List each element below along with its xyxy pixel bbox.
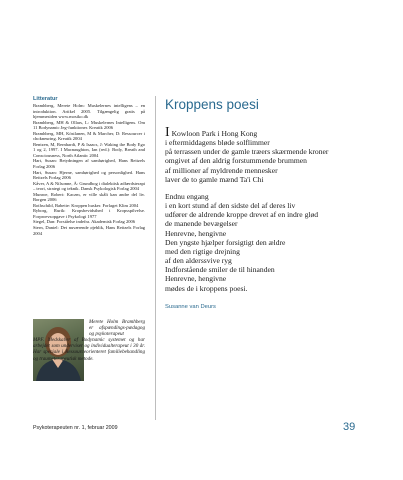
poem-line: laver de to gamle mænd Ta'i Chi	[165, 174, 264, 184]
poem-line: I Kowloon Park i Hong Kong	[165, 125, 258, 140]
bio-text: MPF. Medskaber af Bodynamic systemet og har arbejdet som underviser og individualterapeut i 30 år. Har speciale i Ressourceorienteret familiebehandling og traumeterapeutisk metode.	[33, 337, 145, 362]
poem-body	[165, 125, 375, 293]
literature-entry: Rothschild, Babette: Kroppen husker. Forlaget Klim 2004	[33, 202, 139, 208]
poem-line: Endnu engang	[165, 191, 209, 201]
poem-line: Henrevne, hengivne	[165, 228, 227, 238]
literature-heading: Litteratur	[33, 96, 58, 102]
literature-entry: Bramhberg, MH, Köstlanen, M & Marcher, D: Ressourcer i chokneuring. Kreatik 2004	[33, 130, 145, 142]
literature-entry: Hart, Susan: Hjerne, samhørighed og personlighed. Hans Reitzels Forlag 2006	[33, 169, 145, 181]
literature-entry: Bramhberg, Merete Holm: Muskelernes intelligens – en introduktion. Artikel 2005. Tilgængelig gratis på hjemmesiden www.mosiko.dk	[33, 103, 145, 120]
poem-line: udfører de aldrende kroppe drevet af en indre glød	[165, 210, 319, 220]
poem-line: i en kort stund af den sidste del af deres liv	[165, 201, 296, 211]
column-divider	[155, 96, 156, 420]
poem-line: mødes de i kroppens poesi.	[165, 283, 248, 293]
literature-entry: Ryborg, Rurik: Kropsbevidsthed i Kropsspilvelse. Forproevsopgave i Psykologi 1977	[33, 208, 145, 219]
literature-entry: Hart, Susan: Betydningen af samhørighed, Hans Reitzels Forlag 2006	[33, 158, 145, 170]
poem-title: Kroppens poesi	[165, 97, 259, 112]
author-bio	[33, 319, 145, 362]
poem-line: Indforstående smiler de til hinanden	[165, 265, 275, 275]
poem-stanza-2	[165, 192, 375, 293]
poem-author: Susanne van Deurs	[165, 303, 216, 310]
poem-column	[165, 96, 375, 310]
poem-line: på terrassen under de gamle træers skærmende kroner	[165, 147, 329, 157]
poem-line: omgivet af den aldrig forstummende brummen	[165, 156, 307, 166]
literature-list	[33, 103, 145, 236]
literature-entry: Siegel, Dan: Forståelse indefra. Akademisk Forlag 2006	[33, 219, 136, 225]
literature-column	[33, 96, 145, 236]
poem-line: Henrevne, hengivne	[165, 274, 227, 284]
literature-entry: Bramhberg, MH & Ollars, L: Muskelernes Intelligens. Om 11 Bodynamic Jeg-funktioner. Kreatik 2006	[33, 119, 145, 131]
page-number: 39	[343, 421, 356, 433]
bio-intro: Merete Holm Bramhberg er afspændings-pædagog og psykoterapeut	[89, 319, 145, 338]
poem-line: Den yngste hjælper forsigtigt den ældre	[165, 237, 286, 247]
literature-entry: Bentzen, M, Bernhardt, P & Isaacs, J: Waking the Body Ego 1 og 2, 1997. I Macnaughton, Ian (red.): Body, Breath and Consciousness, North Atlantic 2004	[33, 141, 145, 158]
poem-line: af millioner af myldrende mennesker	[165, 165, 278, 175]
poem-line: med den rigtige drejning	[165, 246, 240, 256]
literature-entry: Munroe, Robert: Kaczm, er ville skålt kan andre del liv. Borgen 2006	[33, 191, 145, 203]
poem-line: de manende bevægelser	[165, 219, 238, 229]
poem-line: i eftermiddagens bløde solflimmer	[165, 138, 270, 148]
publication-footer: Psykoterapeuten nr. 1, februar 2009	[33, 425, 118, 431]
poem-stanza-1	[165, 125, 375, 184]
poem-line: af den alderssvive ryg	[165, 256, 232, 266]
literature-entry: Kåver, A & Nilsonne, Å: Grundbog i dialektisk adfærdsterapi – teori, strategi og teknik. Dansk Psykologisk Forlag 2004	[33, 180, 145, 192]
drop-cap: I	[165, 125, 170, 140]
literature-entry: Stern, Daniel: Det nuværende øjeblik, Hans Reitzels Forlag 2004	[33, 225, 145, 236]
